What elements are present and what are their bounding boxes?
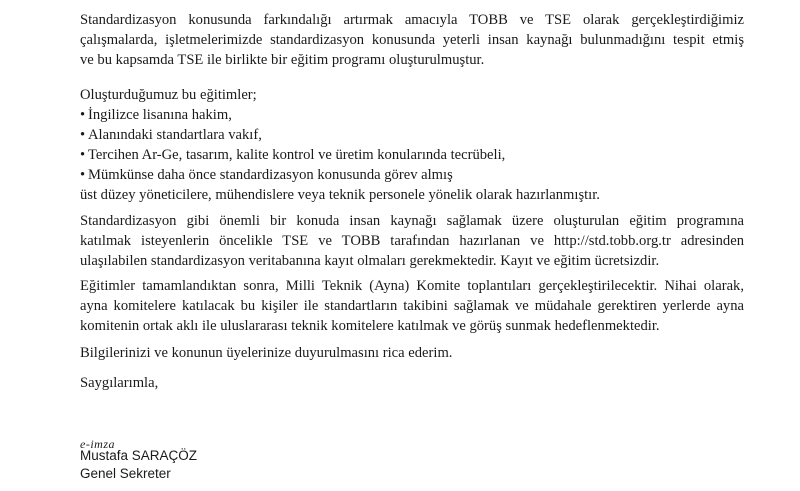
intro-paragraph bbox=[80, 10, 744, 70]
list-item-text: İngilizce lisanına hakim, bbox=[88, 107, 232, 123]
signatory-title: Genel Sekreter bbox=[80, 466, 171, 481]
committee-line-3: komitenin ortak aklı ile uluslararası teknik komitelere katılmak ve görüş sunmak hedeflenmektedir. bbox=[80, 318, 660, 334]
salutation-text: Saygılarımla, bbox=[80, 375, 159, 391]
list-item bbox=[80, 105, 744, 125]
list-item bbox=[80, 165, 744, 185]
letter-page bbox=[80, 0, 744, 491]
list-outro: üst düzey yöneticilere, mühendislere veya teknik personele yönelik olarak hazırlanmıştır. bbox=[80, 187, 600, 203]
committee-line-2: ayna komitelere katılacak bu kişiler ile standartların takibini sağlamak ve müdahale gerektiren yerlerde ayna bbox=[80, 298, 744, 314]
registration-line-3: ulaşılabilen standardizasyon veritabanına kayıt olmaları gerekmektedir. Kayıt ve eğitim ücretsizdir. bbox=[80, 253, 660, 269]
list-item-text: Alanındaki standartlara vakıf, bbox=[88, 127, 262, 143]
bullet-icon: • bbox=[80, 127, 86, 143]
bullet-icon: • bbox=[80, 147, 86, 163]
committee-paragraph bbox=[80, 276, 744, 336]
closing-request bbox=[80, 343, 744, 363]
registration-paragraph bbox=[80, 211, 744, 271]
intro-line-3: ve bu kapsamda TSE ile birlikte bir eğitim programı oluşturulmuştur. bbox=[80, 52, 485, 68]
list-item-text: Mümkünse daha önce standardizasyon konusunda görev almış bbox=[88, 167, 453, 183]
closing-request-text: Bilgilerinizi ve konunun üyelerinize duyurulmasını rica ederim. bbox=[80, 345, 453, 361]
intro-line-2: çalışmalarda, işletmelerimizde standardizasyon konusunda yeterli insan kaynağı bulunmadığını tespit etmiş bbox=[80, 32, 744, 48]
list-intro: Oluşturduğumuz bu eğitimler; bbox=[80, 87, 257, 103]
committee-line-1: Eğitimler tamamlandıktan sonra, Milli Teknik (Ayna) Komite toplantıları gerçekleştirilecektir. Nihai olarak, bbox=[80, 278, 744, 294]
list-item bbox=[80, 145, 744, 165]
intro-line-1: Standardizasyon konusunda farkındalığı artırmak amacıyla TOBB ve TSE olarak gerçekleştirdiğimiz bbox=[80, 12, 744, 28]
list-item bbox=[80, 125, 744, 145]
signatory-name: Mustafa SARAÇÖZ bbox=[80, 448, 198, 463]
bullet-icon: • bbox=[80, 107, 86, 123]
bullet-icon: • bbox=[80, 167, 86, 183]
training-list bbox=[80, 85, 744, 205]
registration-line-2: katılmak isteyenlerin öncelikle TSE ve TOBB tarafından hazırlanan ve http://std.tobb.org.tr adresinden bbox=[80, 233, 744, 249]
salutation bbox=[80, 373, 744, 393]
list-item-text: Tercihen Ar-Ge, tasarım, kalite kontrol ve üretim konularında tecrübeli, bbox=[88, 147, 506, 163]
e-signature-label: e-imza bbox=[80, 437, 115, 451]
registration-line-1: Standardizasyon gibi önemli bir konuda insan kaynağı sağlamak üzere oluşturulan eğitim programına bbox=[80, 213, 744, 229]
